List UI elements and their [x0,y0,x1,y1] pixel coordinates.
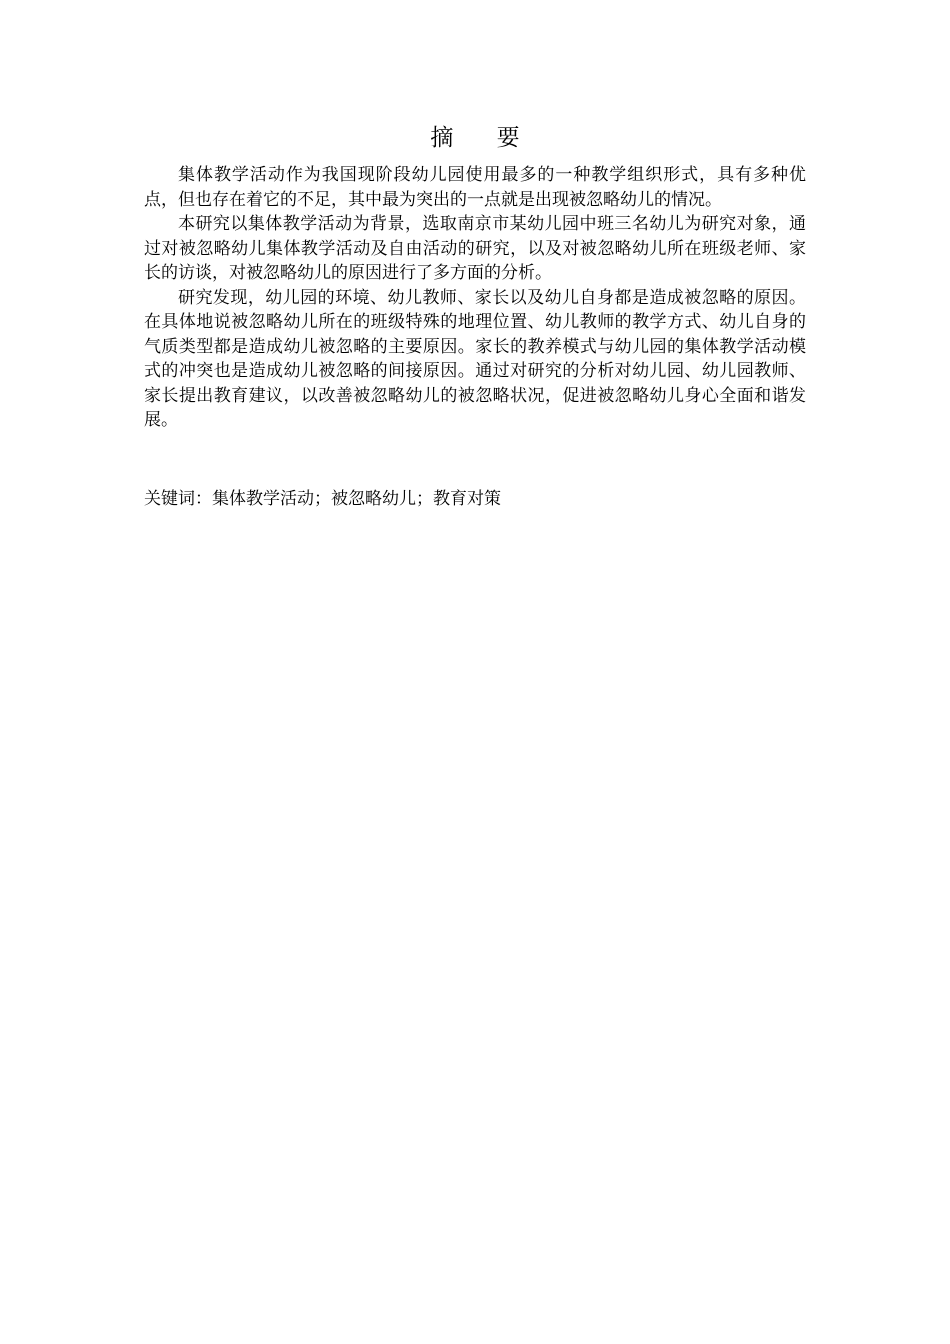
abstract-body [144,163,806,433]
abstract-paragraph-3: 研究发现，幼儿园的环境、幼儿教师、家长以及幼儿自身都是造成被忽略的原因。在具体地说被忽略幼儿所在的班级特殊的地理位置、幼儿教师的教学方式、幼儿自身的气质类型都是造成幼儿被忽略的主要原因。家长的教养模式与幼儿园的集体教学活动模式的冲突也是造成幼儿被忽略的间接原因。通过对研究的分析对幼儿园、幼儿园教师、家长提出教育建议，以改善被忽略幼儿的被忽略状况，促进被忽略幼儿身心全面和谐发展。 [144,287,806,430]
abstract-paragraph-2: 本研究以集体教学活动为背景，选取南京市某幼儿园中班三名幼儿为研究对象，通过对被忽略幼儿集体教学活动及自由活动的研究，以及对被忽略幼儿所在班级老师、家长的访谈，对被忽略幼儿的原因进行了多方面的分析。 [144,214,806,283]
abstract-paragraph-1: 集体教学活动作为我国现阶段幼儿园使用最多的一种教学组织形式，具有多种优点，但也存在着它的不足，其中最为突出的一点就是出现被忽略幼儿的情况。 [144,165,806,210]
abstract-title: 摘 要 [430,125,538,151]
keywords-line: 关键词：集体教学活动；被忽略幼儿；教育对策 [144,489,501,509]
